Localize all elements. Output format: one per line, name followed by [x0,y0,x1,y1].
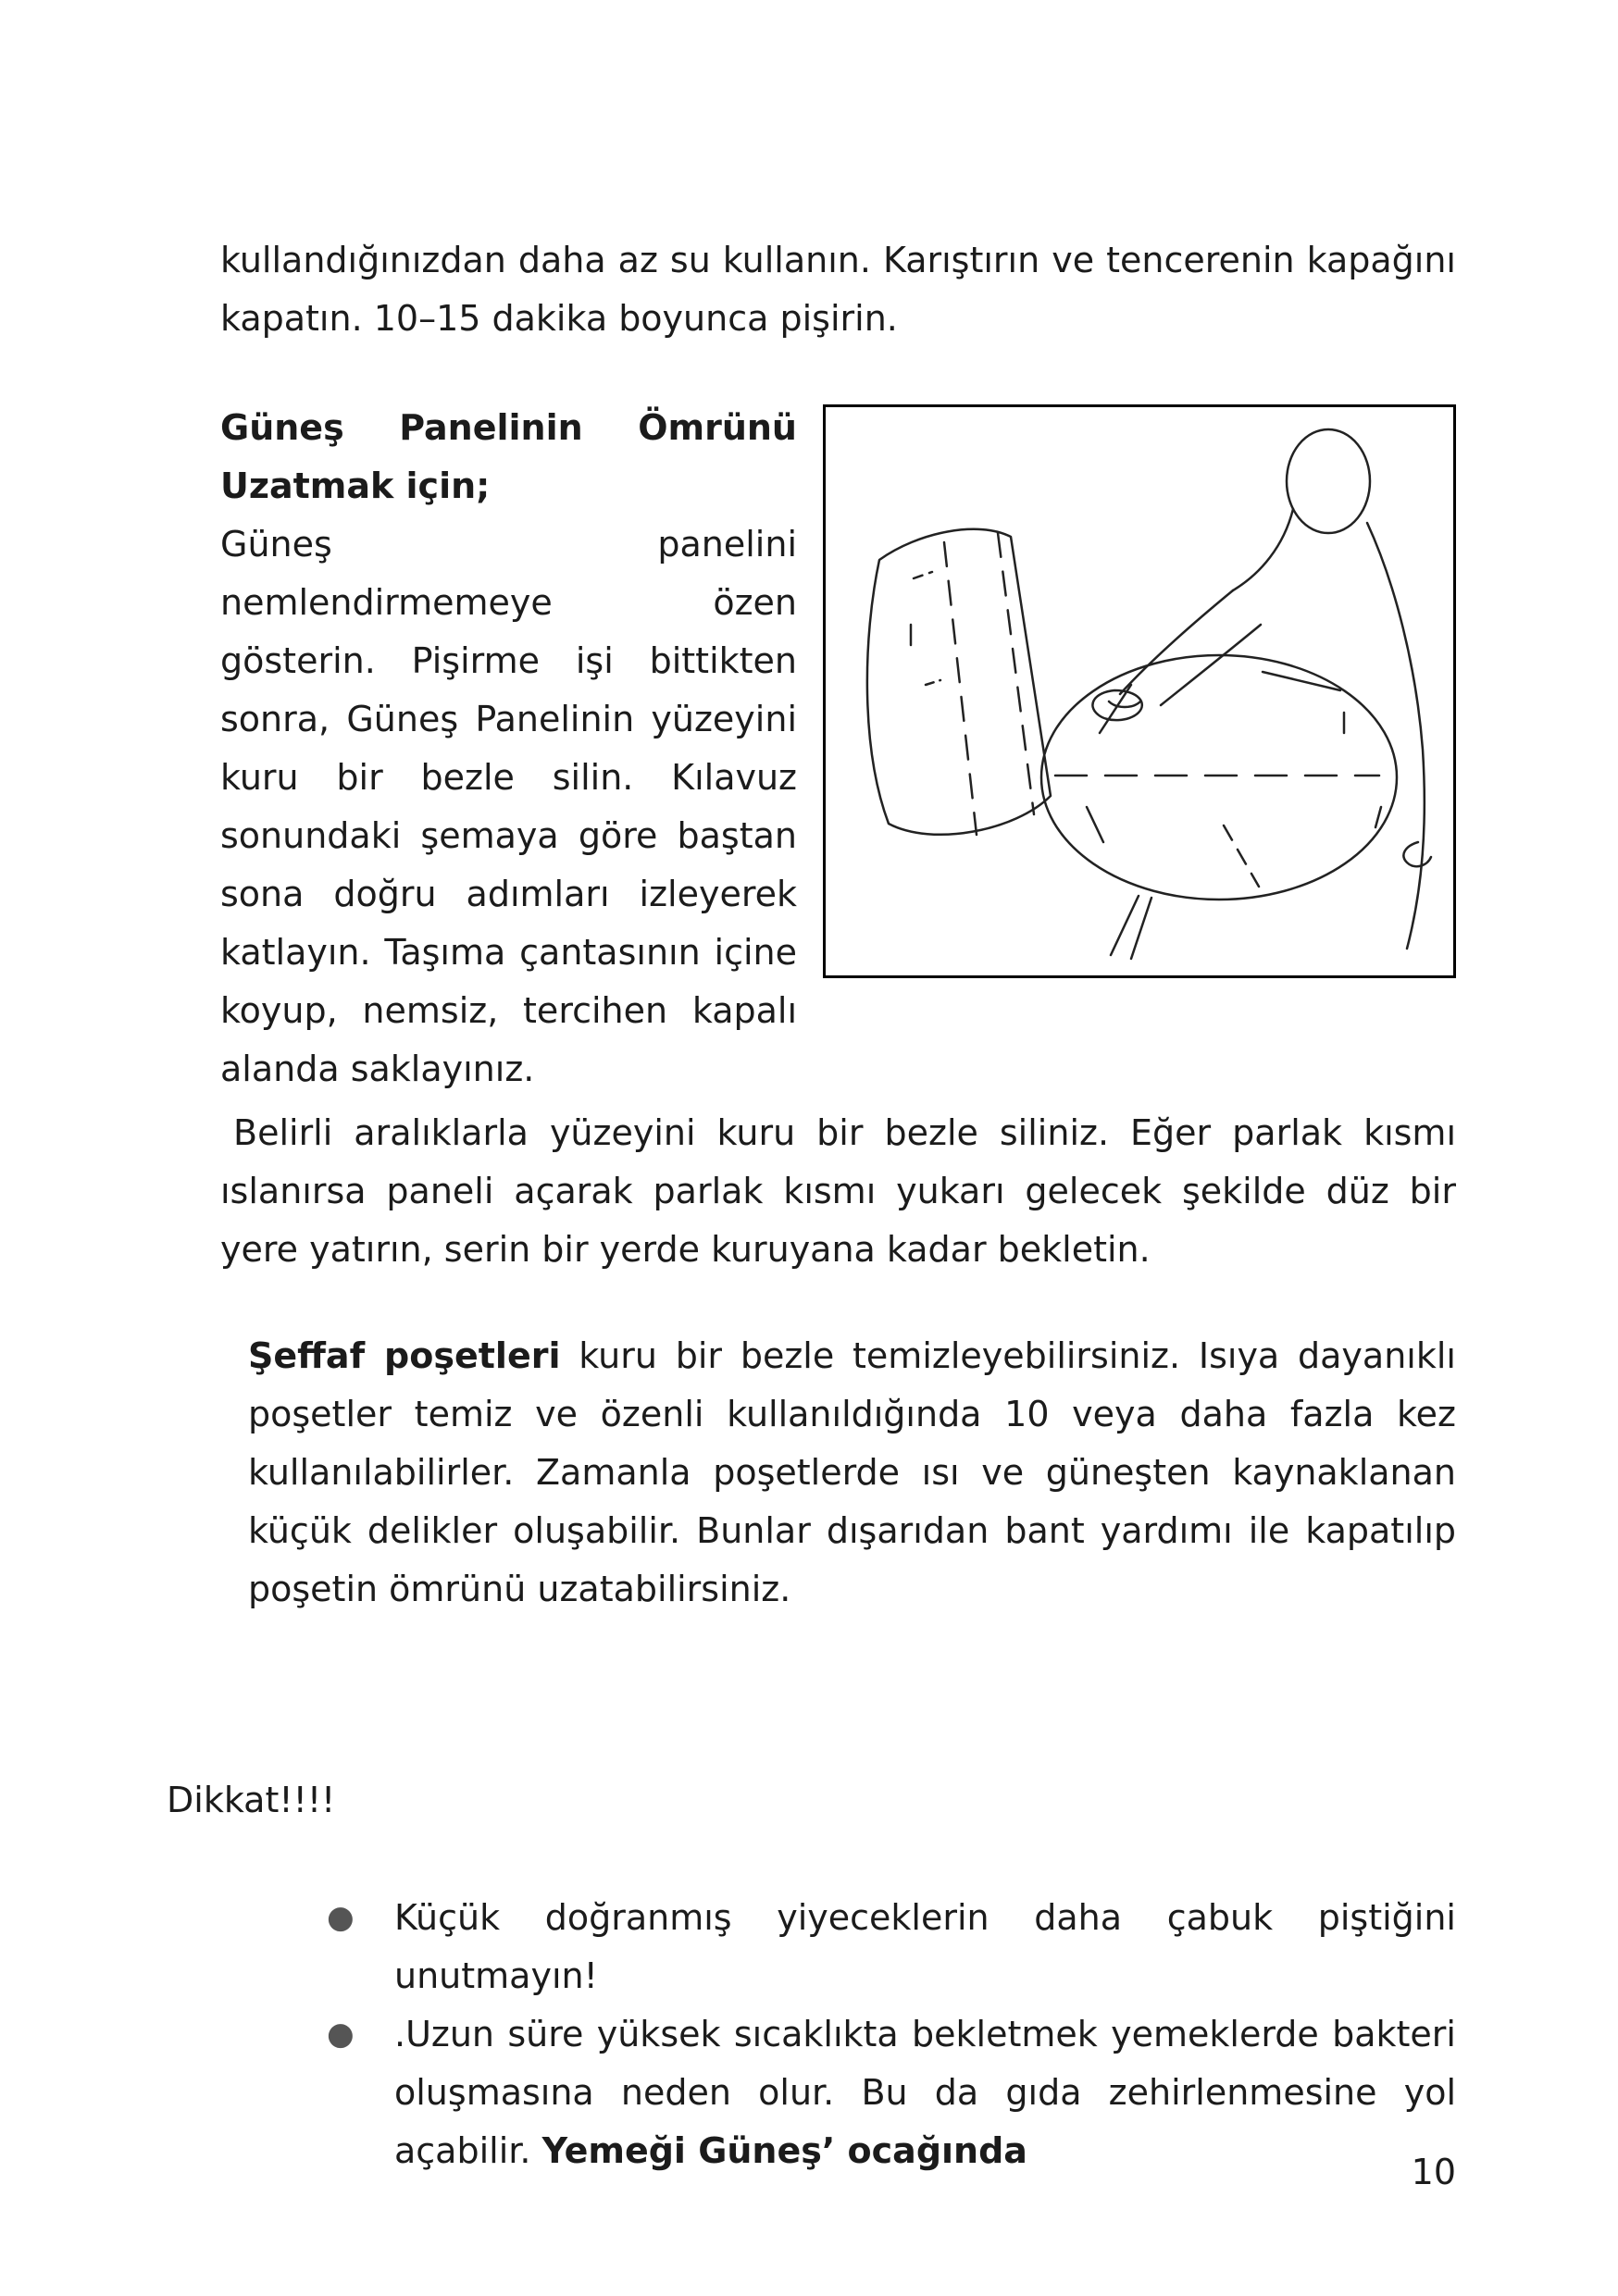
warning-list [327,1889,1456,2180]
bags-paragraph [248,1327,1456,1619]
page-number: 10 [1411,2152,1456,2192]
panel-wipe-figure [823,404,1456,978]
warning-item-2-bold: Yemeği Güneş’ ocağında [541,2130,1027,2171]
panel-care-body: Güneş panelini nemlendirmemeye özen gösterin. Pişirme işi bittikten sonra, Güneş Panelinin yüzeyini kuru bir bezle silin. Kılavuz sonundaki şemaya göre baştan sona doğru adımları izleyerek katlayın. Taşıma çantasının içine koyup, nemsiz, tercihen kapalı alanda saklayınız. [220,524,797,1089]
person-wiping-solar-panel-illustration [826,407,1453,975]
warning-item-text [394,1889,1456,2005]
warning-item-1-body: Küçük doğranmış yiyeceklerin daha çabuk piştiğini unutmayın! [394,1897,1456,1996]
panel-care-heading-text: Güneş Panelinin Ömrünü Uzatmak için; [220,407,797,506]
list-item [327,1889,1456,2005]
bags-paragraph-bold-lead: Şeffaf poşetleri [248,1335,561,1376]
bullet-icon: ● [327,1899,355,1936]
warning-item-2-body: .Uzun süre yüksek sıcaklıkta bekletmek yemeklerde bakteri oluşmasına neden olur. Bu da gıda zehirlenmesine yol açabilir. [394,2014,1456,2171]
bullet-icon: ● [327,2016,355,2053]
attention-label: Dikkat!!!! [167,1780,336,1820]
panel-care-section [220,399,1456,1279]
panel-maintenance-paragraph: Belirli aralıklarla yüzeyini kuru bir bezle siliniz. Eğer parlak kısmı ıslanırsa paneli açarak parlak kısmı yukarı gelecek şekilde düz bir yere yatırın, serin bir yerde kuruyana kadar bekletin. [220,1112,1456,1270]
intro-paragraph: kullandığınızdan daha az su kullanın. Karıştırın ve tencerenin kapağını kapatın. 10–15 dakika boyunca pişirin. [220,240,1456,339]
list-item [327,2005,1456,2180]
warning-item-text [394,2005,1456,2180]
bags-paragraph-text: kuru bir bezle temizleyebilirsiniz. Isıya dayanıklı poşetler temiz ve özenli kullanıldığında 10 veya daha fazla kez kullanılabilirler. Zamanla poşetlerde ısı ve güneşten kaynaklanan küçük delikler oluşabilir. Bunlar dışarıdan bant yardımı ile kapatılıp poşetin ömrünü uzatabilirsiniz. [248,1335,1456,1609]
